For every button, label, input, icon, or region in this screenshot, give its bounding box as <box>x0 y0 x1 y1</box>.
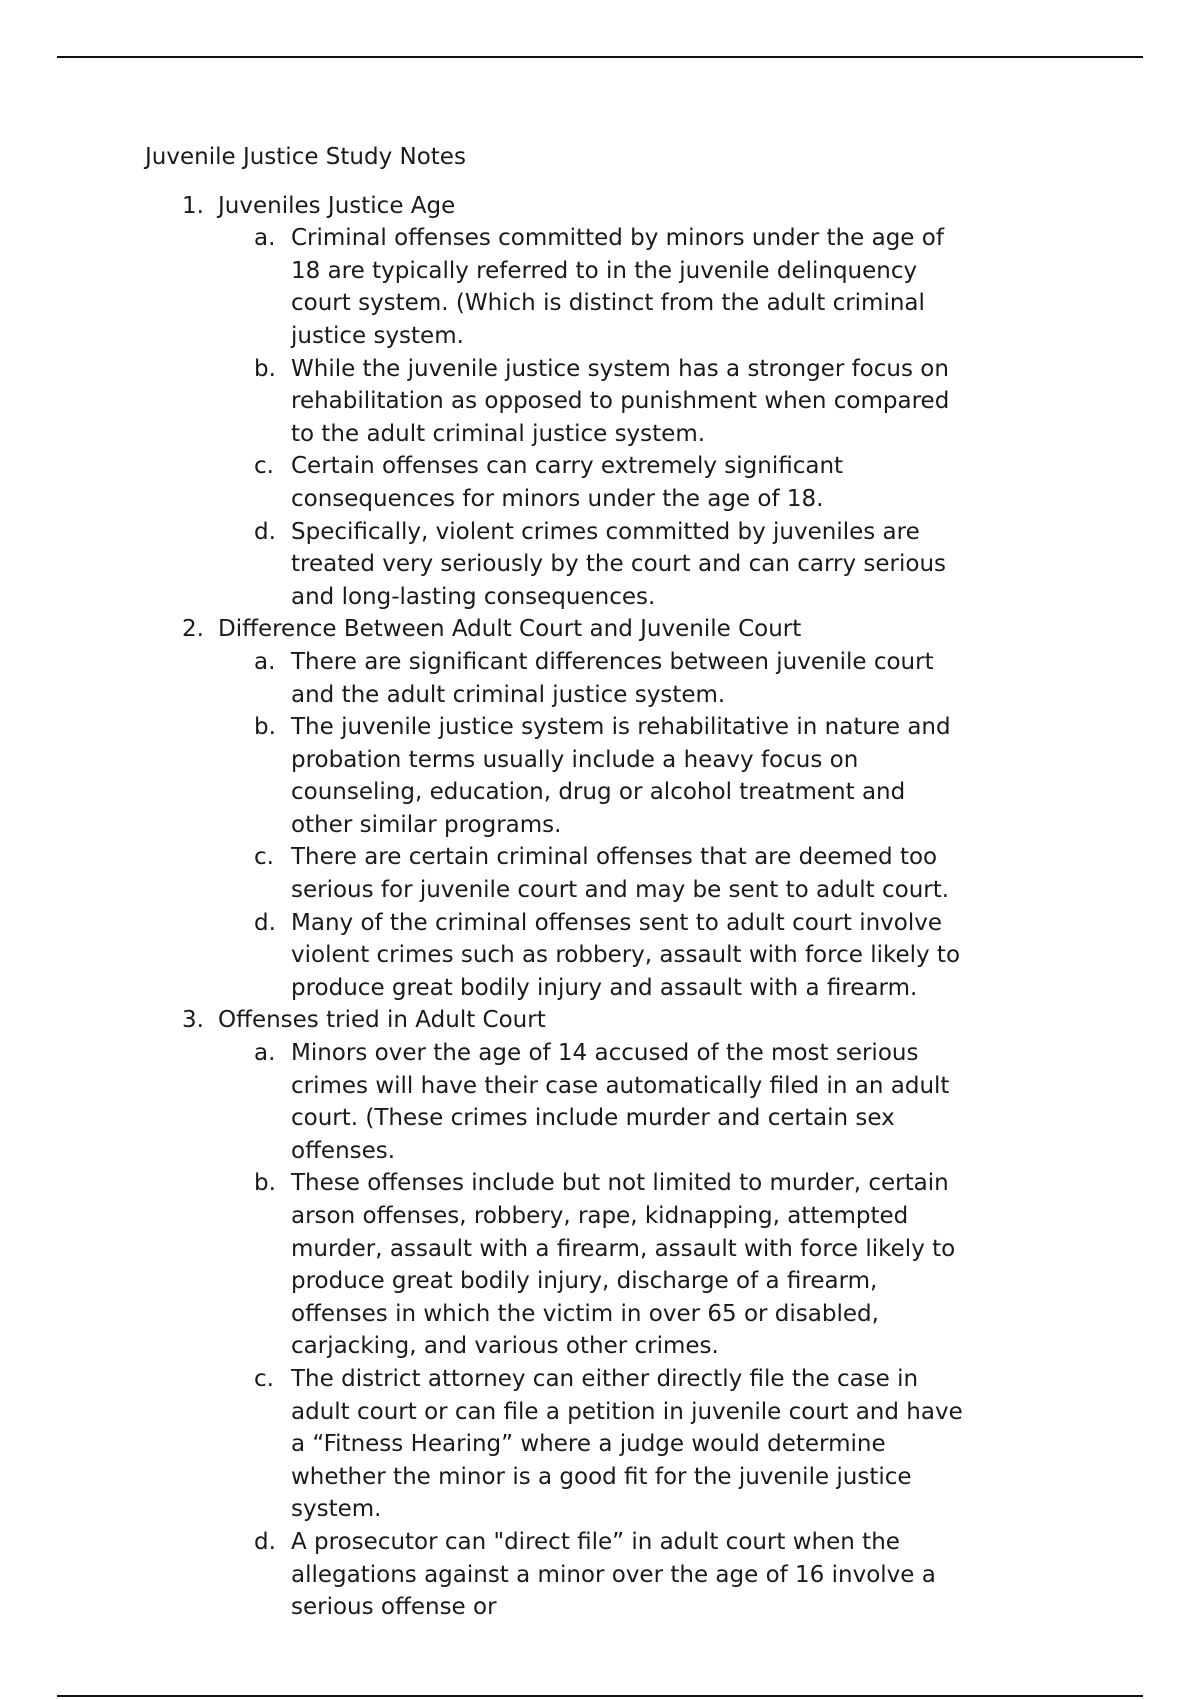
section-number: 1. <box>182 192 204 219</box>
document-title: Juvenile Justice Study Notes <box>145 144 466 170</box>
section-number: 3. <box>182 1007 204 1034</box>
section-item <box>145 190 1105 614</box>
point-item <box>218 450 1105 515</box>
point-letter: a. <box>254 225 276 252</box>
point-text: While the juvenile justice system has a stronger focus on rehabilitation as opposed to punishment when compared to the adult criminal justice system. <box>291 355 950 447</box>
point-letter: c. <box>254 844 274 871</box>
point-letter: d. <box>254 518 276 545</box>
point-item <box>218 353 1105 451</box>
point-list <box>218 1037 1105 1624</box>
point-text: Criminal offenses committed by minors under the age of 18 are typically referred to in the juvenile delinquency court system. (Which is distinct from the adult criminal justice system. <box>291 225 944 349</box>
point-item <box>218 1363 1105 1526</box>
point-letter: a. <box>254 1040 276 1067</box>
section-number: 2. <box>182 616 204 643</box>
section-list <box>145 190 1105 1624</box>
point-letter: c. <box>254 453 274 480</box>
point-list <box>218 222 1105 613</box>
point-item <box>218 711 1105 841</box>
point-letter: d. <box>254 1528 276 1555</box>
point-letter: b. <box>254 355 276 382</box>
point-text: Many of the criminal offenses sent to adult court involve violent crimes such as robbery, assault with force likely to produce great bodily injury and assault with a firearm. <box>291 909 961 1001</box>
point-text: Minors over the age of 14 accused of the most serious crimes will have their case automatically filed in an adult court. (These crimes include murder and certain sex offenses. <box>291 1040 950 1164</box>
document-page <box>145 141 1105 1624</box>
point-item <box>218 1526 1105 1624</box>
point-text: There are significant differences between juvenile court and the adult criminal justice system. <box>291 648 934 708</box>
point-text: The district attorney can either directly file the case in adult court or can file a petition in juvenile court and have a “Fitness Hearing” where a judge would determine whether the minor is a good fit for the juvenile justice system. <box>291 1365 963 1523</box>
point-item <box>218 516 1105 614</box>
point-text: Certain offenses can carry extremely significant consequences for minors under the age of 18. <box>291 453 844 512</box>
point-item <box>218 646 1105 711</box>
point-text: These offenses include but not limited to murder, certain arson offenses, robbery, rape, kidnapping, attempted murder, assault with a firearm, assault with force likely to produce great bodily injury, discharge of a firearm, offenses in which the victim in over 65 or disabled, carjacking, and various other crimes. <box>291 1170 956 1360</box>
point-letter: a. <box>254 648 276 675</box>
page-top-rule <box>57 56 1143 58</box>
section-title: Difference Between Adult Court and Juvenile Court <box>218 616 802 643</box>
point-item <box>218 1037 1105 1167</box>
page-bottom-rule <box>57 1695 1143 1697</box>
point-text: There are certain criminal offenses that are deemed too serious for juvenile court and may be sent to adult court. <box>291 844 950 904</box>
point-text: The juvenile justice system is rehabilitative in nature and probation terms usually include a heavy focus on counseling, education, drug or alcohol treatment and other similar programs. <box>291 714 951 838</box>
point-text: A prosecutor can "direct file” in adult court when the allegations against a minor over the age of 16 involve a serious offense or <box>291 1528 936 1621</box>
point-item <box>218 841 1105 906</box>
point-letter: b. <box>254 714 276 741</box>
point-item <box>218 1167 1105 1363</box>
section-item <box>145 1004 1105 1623</box>
point-list <box>218 646 1105 1005</box>
point-item <box>218 907 1105 1005</box>
point-letter: b. <box>254 1170 276 1197</box>
section-item <box>145 613 1105 1004</box>
point-letter: d. <box>254 909 276 936</box>
section-title: Offenses tried in Adult Court <box>218 1007 546 1034</box>
point-letter: c. <box>254 1365 274 1392</box>
point-text: Specifically, violent crimes committed by juveniles are treated very seriously by the court and can carry serious and long-lasting consequences. <box>291 518 947 610</box>
section-title: Juveniles Justice Age <box>218 192 456 219</box>
point-item <box>218 222 1105 352</box>
